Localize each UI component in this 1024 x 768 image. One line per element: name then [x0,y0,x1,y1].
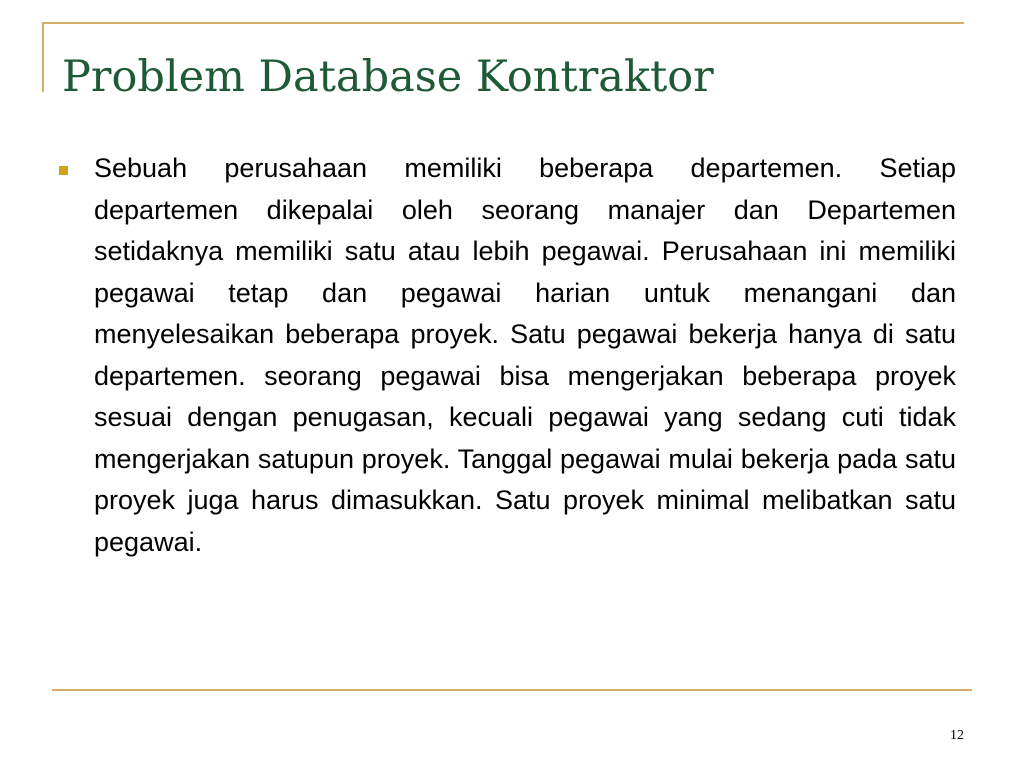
bullet-text: Sebuah perusahaan memiliki beberapa departemen. Setiap departemen dikepalai oleh seorang manajer dan Departemen setidaknya memiliki satu atau lebih pegawai. Perusahaan ini memiliki pegawai tetap dan pegawai harian untuk menangani dan menyelesaikan beberapa proyek. Satu pegawai bekerja hanya di satu departemen. seorang pegawai bisa mengerjakan beberapa proyek sesuai dengan penugasan, kecuali pegawai yang sedang cuti tidak mengerjakan satupun proyek. Tanggal pegawai mulai bekerja pada satu proyek juga harus dimasukkan. Satu proyek minimal melibatkan satu pegawai. [94,153,956,557]
bottom-decorative-rule [52,689,972,691]
slide-number: 12 [950,728,964,743]
slide-title: Problem Database Kontraktor [62,52,714,102]
bullet-list [52,148,956,563]
left-decorative-rule [42,22,44,92]
bullet-item [52,148,956,563]
square-bullet-icon [59,166,68,175]
top-decorative-rule [42,22,964,24]
